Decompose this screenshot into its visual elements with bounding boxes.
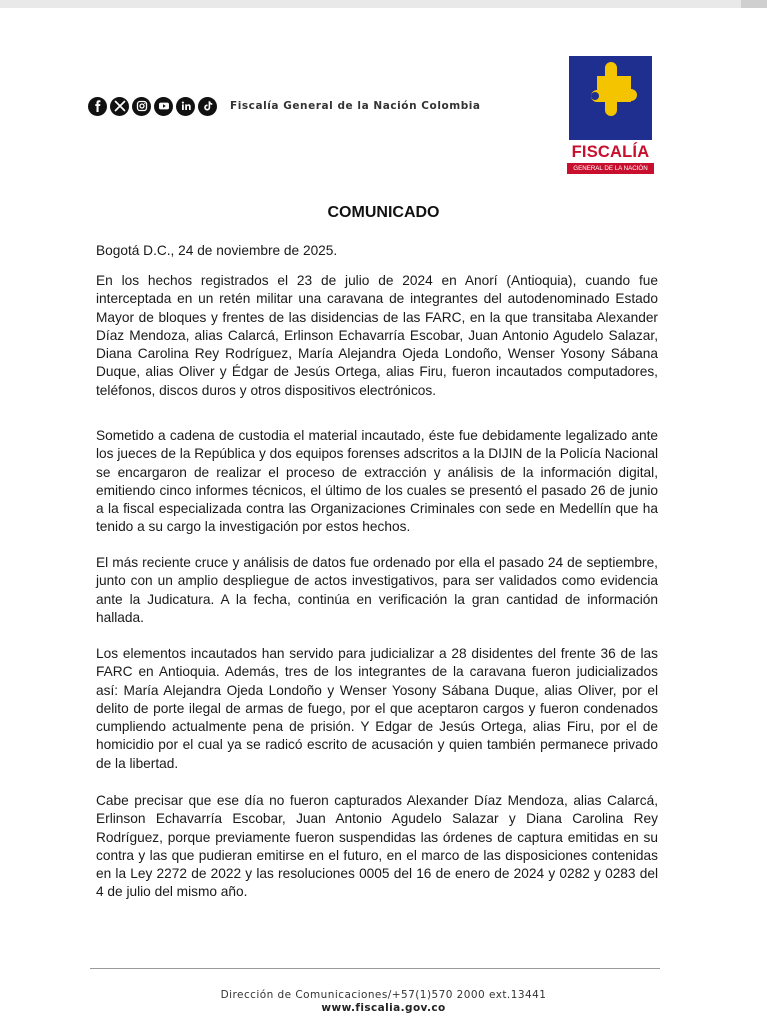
linkedin-icon[interactable]	[176, 97, 195, 116]
paragraph-5: Cabe precisar que ese día no fueron capturados Alexander Díaz Mendoza, alias Calarcá, Erlinson Echavarría Escobar, Juan Antonio Agudelo Salazar y Diana Carolina Rey Rodríguez, porque previamente fueron suspendidas las órdenes de captura emitidas en su contra y las que pudieran emitirse en el futuro, en el marco de las disposiciones contenidas en la Ley 2272 de 2022 y las resoluciones 0005 del 16 de enero de 2024 y 0282 y 0283 del 4 de julio del mismo año.	[96, 793, 658, 900]
paragraph-3: El más reciente cruce y análisis de datos fue ordenado por ella el pasado 24 de septiembre, junto con un amplio despliegue de actos investigativos, para ser validados como evidencia ante la Judicatura. A la fecha, continúa en verificación la gran cantidad de información hallada.	[96, 555, 658, 625]
x-icon[interactable]	[110, 97, 129, 116]
document-title: COMUNICADO	[327, 204, 440, 221]
footer-website-link[interactable]: www.fiscalia.gov.co	[321, 1002, 446, 1014]
youtube-icon[interactable]	[154, 97, 173, 116]
organization-name: Fiscalía General de la Nación Colombia	[230, 100, 481, 112]
logo-title: FISCALÍA	[571, 143, 650, 161]
facebook-icon[interactable]	[88, 97, 107, 116]
top-edge-bar	[0, 0, 767, 8]
paragraph-1: En los hechos registrados el 23 de julio de 2024 en Anorí (Antioquia), cuando fue interceptada en un retén militar una caravana de integrantes del autodenominado Estado Mayor de bloques y frentes de las disidencias de las FARC, en la que transitaba Alexander Díaz Mendoza, alias Calarcá, Erlinson Echavarría Escobar, Juan Antonio Agudelo Salazar, Diana Carolina Rey Rodríguez, María Alejandra Ojeda Londoño, Wenser Yosony Sábana Duque, alias Oliver y Édgar de Jesús Ortega, alias Firu, fueron incautados computadores, teléfonos, discos duros y otros dispositivos electrónicos.	[96, 273, 658, 398]
puzzle-piece-icon	[569, 56, 652, 140]
fiscalia-logo	[566, 56, 655, 176]
instagram-icon[interactable]	[132, 97, 151, 116]
tiktok-icon[interactable]	[198, 97, 217, 116]
date-line: Bogotá D.C., 24 de noviembre de 2025.	[96, 243, 338, 258]
paragraph-4: Los elementos incautados han servido para judicializar a 28 disidentes del frente 36 de las FARC en Antioquia. Además, tres de los integrantes de la caravana fueron judicializados así: María Alejandra Ojeda Londoño y Wenser Yosony Sábana Duque, alias Oliver, por el delito de porte ilegal de armas de fuego, por el que aceptaron cargos y fueron condenados cumpliendo actualmente pena de prisión. Y Edgar de Jesús Ortega, alias Firu, por el de homicidio por el cual ya se radicó escrito de acusación y quien también permanece privado de la libertad.	[96, 646, 658, 771]
footer-contact: Dirección de Comunicaciones/+57(1)570 2000 ext.13441	[220, 989, 547, 1001]
paragraph-2: Sometido a cadena de custodia el material incautado, éste fue debidamente legalizado ante los jueces de la República y dos equipos forenses adscritos a la DIJIN de la Policía Nacional se encargaron de realizar el proceso de extracción y análisis de la información digital, emitiendo cinco informes técnicos, el último de los cuales se presentó el pasado 26 de junio a la fiscal especializada contra las Organizaciones Criminales con sede en Medellín que ha tenido a su cargo la investigación por estos hechos.	[96, 428, 658, 535]
logo-subtitle: GENERAL DE LA NACIÓN	[567, 163, 654, 174]
social-row	[88, 95, 481, 117]
footer-divider	[90, 968, 660, 969]
